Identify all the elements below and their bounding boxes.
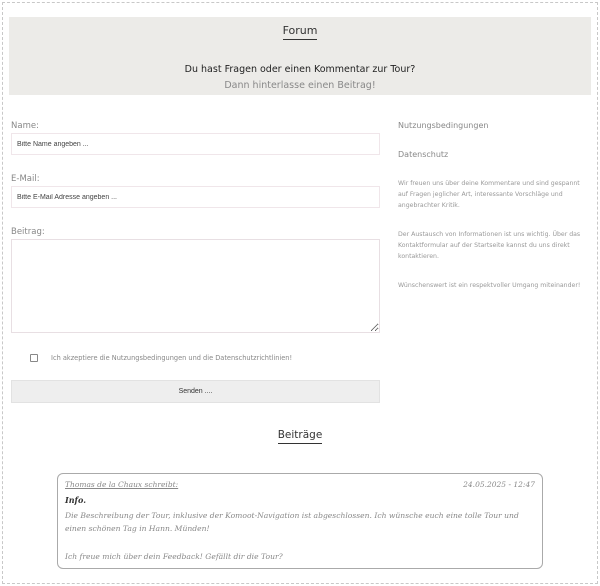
email-input[interactable] xyxy=(11,186,380,208)
sidebar-paragraph-contact: Der Austausch von Informationen ist uns wichtig. Über das Kontaktformular auf der Startseite kannst du uns direkt kontaktieren. xyxy=(398,231,581,260)
privacy-link[interactable]: Datenschutz xyxy=(398,150,449,159)
header-question: Du hast Fragen oder einen Kommentar zur Tour? xyxy=(184,64,416,75)
post-body: Die Beschreibung der Tour, inklusive der Komoot-Navigation ist abgeschlossen. Ich wünsche euch eine tolle Tour und einen schönen Tag in Hann. Münden! xyxy=(65,511,519,533)
post-date: 24.05.2025 - 12:47 xyxy=(463,480,535,489)
consent-checkbox[interactable] xyxy=(30,354,38,362)
email-label: E-Mail: xyxy=(11,174,40,184)
send-button[interactable]: Senden .... xyxy=(11,380,380,403)
post-label: Beitrag: xyxy=(11,227,45,237)
forum-header xyxy=(9,17,591,95)
terms-link[interactable]: Nutzungsbedingungen xyxy=(398,121,489,130)
consent-row xyxy=(30,352,292,364)
header-subtitle: Dann hinterlasse einen Beitrag! xyxy=(224,80,376,91)
post-heading: Info. xyxy=(65,495,86,505)
post-author[interactable]: Thomas de la Chaux schreibt: xyxy=(65,480,179,489)
name-input[interactable] xyxy=(11,133,380,155)
consent-label: Ich akzeptiere die Nutzungsbedingungen und die Datenschutzrichtlinien! xyxy=(51,354,293,362)
post-footer: Ich freue mich über dein Feedback! Gefällt dir die Tour? xyxy=(65,552,283,561)
posts-title: Beiträge xyxy=(278,429,323,444)
post-card xyxy=(57,473,543,569)
post-textarea[interactable] xyxy=(11,239,380,333)
sidebar-paragraph-respect: Wünschenswert ist ein respektvoller Umgang miteinander! xyxy=(398,282,581,289)
page-title: Forum xyxy=(283,24,318,40)
sidebar-paragraph-welcome: Wir freuen uns über deine Kommentare und sind gespannt auf Fragen jeglicher Art, interessante Vorschläge und angebrachter Kritik. xyxy=(398,180,580,209)
name-label: Name: xyxy=(11,121,39,131)
